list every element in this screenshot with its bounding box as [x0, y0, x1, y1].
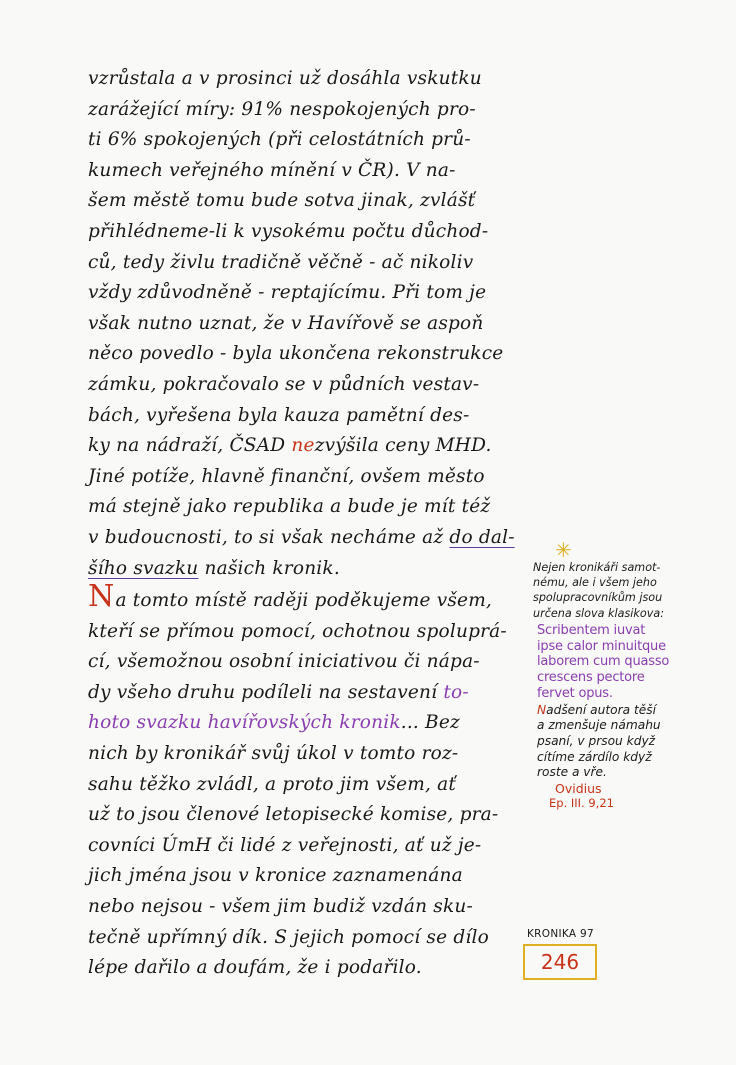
quote-author: Ovidius	[555, 780, 602, 796]
note-line: spolupracovníkům jsou	[533, 591, 663, 605]
text-line: má stejně jako republika a bude je mít též	[88, 496, 491, 518]
latin-line: laborem cum quasso	[537, 654, 670, 670]
page-number: 246	[540, 950, 580, 974]
text-line: vždy zdůvodněně - reptajícímu. Při tom je	[88, 282, 487, 304]
text-line	[88, 708, 543, 739]
text-line	[88, 678, 543, 709]
note-line: určena slova klasikova:	[533, 606, 664, 620]
highlighted-phrase: to-	[443, 681, 469, 703]
note-line	[537, 703, 733, 719]
text-line: zámku, pokračovalo se v půdních vestav-	[88, 373, 480, 395]
text-line: tečně upřímný dík. S jejich pomocí se dílo	[88, 926, 489, 948]
text-line	[88, 523, 543, 554]
text-segment: ky na nádraží, ČSAD	[88, 435, 292, 457]
note-line: a zmenšuje námahu	[537, 718, 661, 733]
latin-quote	[537, 623, 733, 702]
asterisk-icon: ✳	[555, 538, 572, 562]
text-segment: zvýšila ceny MHD.	[314, 435, 492, 457]
text-line	[88, 431, 543, 462]
text-segment: adšení autora těší	[546, 702, 656, 717]
text-line: cí, všemožnou osobní iniciativou či nápa-	[88, 651, 480, 673]
text-line: zarážející míry: 91% nespokojených pro-	[88, 98, 476, 120]
text-line: Jiné potíže, hlavně finanční, ovšem město	[88, 465, 485, 487]
thanks-paragraph	[88, 579, 543, 984]
text-line: sahu těžko zvládl, a proto jim všem, ať	[88, 773, 456, 795]
translation	[537, 703, 733, 781]
initial-letter: N	[537, 702, 547, 717]
text-line: kumech veřejného mínění v ČR). V na-	[88, 159, 456, 181]
underlined-phrase: šího svazku	[88, 557, 199, 579]
text-line	[88, 579, 543, 617]
note-line: nému, ale i všem jeho	[533, 576, 657, 590]
text-line: ti 6% spokojených (při celostátních prů-	[88, 129, 471, 151]
chronicle-label: KRONIKA 97	[527, 928, 594, 940]
note-line: roste a vře.	[537, 765, 607, 780]
text-line: přihlédneme-li k vysokému počtu důchod-	[88, 220, 489, 242]
latin-line: Scribentem iuvat	[537, 622, 646, 638]
note-line: Nejen kronikáři samot-	[533, 561, 661, 574]
main-text-column	[88, 64, 543, 984]
latin-line: crescens pectore	[537, 670, 645, 686]
text-segment: v budoucnosti, to si však necháme až	[88, 526, 450, 548]
text-line: bách, vyřešena byla kauza pamětní des-	[88, 404, 470, 426]
text-segment: dy všeho druhu podíleli na sestavení	[88, 681, 444, 703]
page-footer	[523, 928, 603, 980]
text-line: lépe dařilo a doufám, že i podařilo.	[88, 957, 422, 979]
highlighted-phrase: hoto svazku havířovských kronik	[88, 712, 401, 734]
text-segment: našich kronik.	[198, 557, 340, 579]
drop-cap: N	[88, 579, 115, 615]
text-line: kteří se přímou pomocí, ochotnou spoluprá-	[88, 620, 507, 642]
text-line: vzrůstala a v prosinci už dosáhla vskutku	[88, 68, 482, 89]
latin-line: fervet opus.	[537, 686, 613, 701]
text-line: ců, tedy živlu tradičně věčně - ač nikoliv	[88, 251, 474, 273]
page-number-box	[523, 944, 597, 980]
text-line: covníci ÚmH či lidé z veřejnosti, ať už je-	[88, 834, 482, 856]
latin-line: ipse calor minuitque	[537, 638, 666, 654]
note-line: psaní, v prsou když	[537, 733, 656, 748]
note-line: cítíme zárdílo když	[537, 749, 652, 764]
highlighted-word: ne	[291, 435, 315, 457]
quote-reference: Ep. III. 9,21	[549, 795, 614, 810]
text-line: však nutno uznat, že v Havířově se aspoň	[88, 312, 484, 334]
underlined-phrase: do dal-	[449, 526, 515, 548]
text-segment: a tomto místě raději poděkujeme všem,	[115, 590, 493, 612]
text-segment: ... Bez	[400, 712, 460, 734]
text-line: nebo nejsou - všem jim budiž vzdán sku-	[88, 896, 473, 918]
text-line: nich by kronikář svůj úkol v tomto roz-	[88, 743, 459, 765]
side-note	[533, 540, 733, 811]
text-line: šem městě tomu bude sotva jinak, zvlášť	[88, 190, 476, 212]
text-line	[88, 554, 543, 585]
text-line: jich jména jsou v kronice zaznamenána	[88, 865, 463, 887]
text-line: něco povedlo - byla ukončena rekonstrukce	[88, 343, 504, 365]
text-line: už to jsou členové letopisecké komise, pra-	[88, 804, 499, 826]
